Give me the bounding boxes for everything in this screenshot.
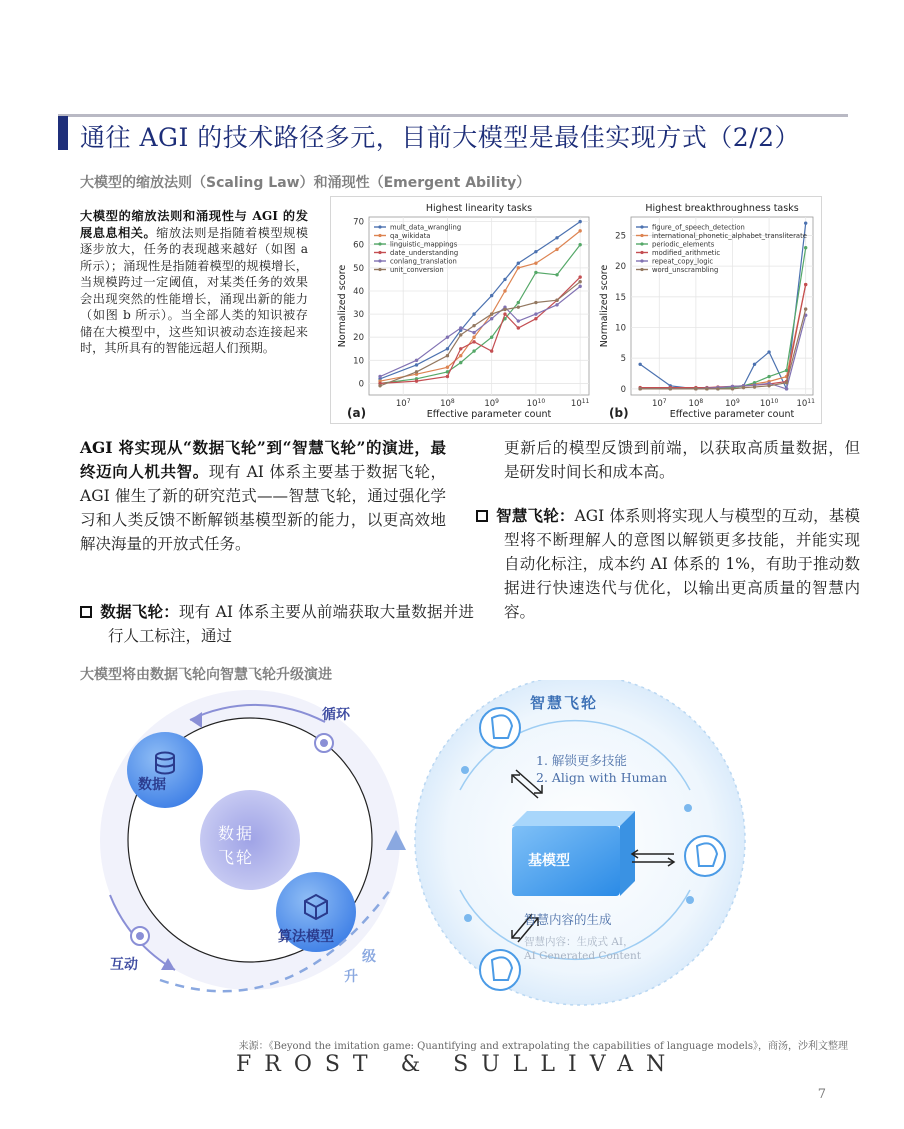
x-axis-label: Effective parameter count — [669, 409, 795, 420]
legend-marker — [378, 268, 381, 271]
source-note: 来源：《Beyond the imitation game: Quantifying and extrapolating the capabilities of language models》，商汤，沙利文整理 — [238, 1041, 848, 1052]
legend-entry: linguistic_mappings — [390, 240, 458, 249]
section-heading-flywheel: 大模型将由数据飞轮向智慧飞轮升级演进 — [80, 667, 332, 683]
data-point — [503, 312, 506, 315]
data-point — [472, 312, 475, 315]
data-point — [534, 250, 537, 253]
wisdom-gen-sub1: 智慧内容：生成式 AI， — [524, 936, 634, 948]
human-head-icon — [480, 708, 520, 748]
panel-label: (b) — [609, 406, 629, 420]
y-axis-label: Normalized score — [599, 264, 610, 348]
legend-marker — [378, 251, 381, 254]
y-tick-label: 70 — [353, 217, 364, 228]
data-point — [804, 283, 807, 286]
y-tick-label: 40 — [353, 286, 364, 297]
x-tick-label: $10^8$ — [688, 398, 704, 409]
human-head-icon — [480, 950, 520, 990]
data-node — [127, 732, 203, 808]
wisdom-gen-sub2: AI Generated Content — [524, 950, 641, 962]
data-point — [804, 221, 807, 224]
legend-entry: mult_data_wrangling — [390, 223, 462, 232]
data-point — [459, 361, 462, 364]
data-point — [534, 262, 537, 265]
data-point — [459, 326, 462, 329]
panel-label: (a) — [347, 406, 367, 420]
y-tick-label: 10 — [353, 356, 364, 367]
data-point — [555, 236, 558, 239]
legend-marker — [378, 234, 381, 237]
base-model-label: 基模型 — [528, 853, 570, 869]
checkbox-square-icon — [476, 510, 488, 522]
legend-entry: figure_of_speech_detection — [652, 223, 745, 232]
cycle-label: 循环 — [322, 707, 350, 723]
lead-paragraph — [80, 436, 446, 556]
center-line2: 飞轮 — [218, 848, 255, 867]
data-point — [534, 312, 537, 315]
data-point — [472, 336, 475, 339]
y-tick-label: 50 — [353, 263, 364, 274]
legend-marker — [378, 242, 381, 245]
data-point — [472, 340, 475, 343]
data-point — [517, 262, 520, 265]
x-tick-label: $10^{10}$ — [759, 398, 779, 409]
data-point — [517, 305, 520, 308]
y-tick-label: 0 — [620, 384, 626, 395]
data-point — [669, 387, 672, 390]
data-point — [517, 319, 520, 322]
y-tick-label: 5 — [620, 354, 626, 365]
human-head-icon — [685, 836, 725, 876]
legend-marker — [640, 234, 643, 237]
data-point — [446, 336, 449, 339]
data-point — [490, 336, 493, 339]
x-tick-label: $10^8$ — [440, 398, 455, 409]
data-point — [503, 278, 506, 281]
legend-entry: modified_arithmetic — [652, 249, 721, 257]
intro-text: 缩放法则是指随着模型规模逐步放大，任务的表现越来越好（如图 a 所示）；涌现性是指随着模型的规模增长，当规模跨过一定阈值，对某类任务的效果会出现突然的性能增长，涌现出新的能力（如图 b 所示）。当全部人类的知识被存储在大模型中，这些知识被动态连接起来时，其所具有的智能远超人们预期。 — [80, 225, 309, 355]
data-point — [785, 369, 788, 372]
data-point — [472, 324, 475, 327]
data-point — [638, 387, 641, 390]
legend-entry: word_unscrambling — [652, 266, 719, 274]
data-point — [459, 333, 462, 336]
data-point — [753, 363, 756, 366]
section-heading-scaling: 大模型的缩放法则（Scaling Law）和涌现性（Emergent Ability） — [80, 175, 531, 191]
page-number: 7 — [817, 1087, 826, 1102]
chart-title: Highest breakthroughness tasks — [645, 203, 799, 214]
data-point — [503, 289, 506, 292]
data-point — [378, 384, 381, 387]
align-human: 2. Align with Human — [536, 770, 667, 785]
data-point — [555, 273, 558, 276]
data-point — [415, 363, 418, 366]
x-tick-label: $10^{10}$ — [526, 398, 546, 409]
intro-bold: 大模型的缩放法则和涌现性与 AGI 的发展息息相关。 — [80, 209, 308, 240]
data-point — [785, 387, 788, 390]
data-point — [767, 384, 770, 387]
header-rule — [58, 114, 848, 117]
data-point — [578, 243, 581, 246]
x-tick-label: $10^7$ — [651, 398, 667, 409]
upgrade-label-2: 升 — [344, 969, 358, 985]
chart-title: Highest linearity tasks — [425, 203, 533, 214]
data-point — [378, 375, 381, 378]
data-point — [716, 387, 719, 390]
data-point — [459, 347, 462, 350]
y-tick-label: 20 — [353, 333, 364, 344]
x-tick-label: $10^{11}$ — [796, 398, 815, 409]
unlock-skills: 1. 解锁更多技能 — [536, 753, 627, 768]
data-point — [446, 375, 449, 378]
data-point — [517, 301, 520, 304]
legend-marker — [378, 225, 381, 228]
x-tick-label: $10^7$ — [395, 398, 411, 409]
legend-marker — [640, 259, 643, 262]
chart-figure — [330, 196, 822, 424]
data-point — [446, 354, 449, 357]
brand-logo: FROST & SULLIVAN — [236, 1052, 679, 1077]
data-point — [446, 347, 449, 350]
data-point — [753, 385, 756, 388]
bullet1-text: 现有 AI 体系主要从前端获取大量数据并进行人工标注，通过 — [108, 603, 474, 645]
x-axis-label: Effective parameter count — [426, 409, 552, 420]
legend-marker — [378, 259, 381, 262]
y-tick-label: 25 — [615, 231, 626, 242]
y-tick-label: 0 — [358, 379, 364, 390]
flywheel-diagram — [60, 680, 850, 1030]
data-point — [705, 387, 708, 390]
upgrade-label-1: 级 — [362, 949, 376, 965]
data-point — [742, 386, 745, 389]
data-point — [415, 379, 418, 382]
chart-svg — [331, 197, 821, 423]
legend-entry: qa_wikidata — [390, 232, 431, 240]
y-tick-label: 15 — [615, 292, 626, 303]
data-point — [767, 350, 770, 353]
bullet2-text: AGI 体系则将实现人与模型的互动，基模型将不断理解人的意图以解锁更多技能，并能实现自动化标注，成本约 AI 体系的 1%，有助于推动数据进行快速迭代与优化，以输出更高质量的智慧内容。 — [504, 507, 860, 621]
legend-marker — [640, 242, 643, 245]
data-point — [578, 229, 581, 232]
data-point — [555, 303, 558, 306]
data-point — [415, 370, 418, 373]
x-tick-label: $10^{11}$ — [570, 398, 590, 409]
legend-marker — [640, 268, 643, 271]
data-point — [534, 271, 537, 274]
legend-entry: periodic_elements — [652, 240, 715, 249]
data-point — [767, 375, 770, 378]
data-point — [503, 308, 506, 311]
data-label: 数据 — [138, 777, 166, 793]
data-point — [731, 387, 734, 390]
bullet1-label: 数据飞轮： — [100, 602, 179, 621]
data-point — [517, 326, 520, 329]
data-point — [472, 349, 475, 352]
data-point — [578, 280, 581, 283]
bullet-wisdom-flywheel — [476, 504, 860, 624]
data-point — [490, 317, 493, 320]
data-point — [804, 246, 807, 249]
legend-entry: unit_conversion — [390, 266, 444, 274]
data-point — [490, 294, 493, 297]
y-tick-label: 60 — [353, 240, 364, 251]
title-accent-bar — [58, 116, 68, 150]
data-point — [472, 331, 475, 334]
bullet1-continued: 更新后的模型反馈到前端，以获取高质量数据，但是研发时间长和成本高。 — [504, 439, 860, 481]
legend-entry: repeat_copy_logic — [652, 257, 714, 266]
checkbox-square-icon — [80, 606, 92, 618]
data-point — [638, 363, 641, 366]
data-point — [785, 381, 788, 384]
data-point — [555, 248, 558, 251]
data-point — [490, 312, 493, 315]
data-point — [517, 266, 520, 269]
algo-label: 算法模型 — [278, 929, 334, 945]
data-point — [578, 285, 581, 288]
legend-marker — [640, 251, 643, 254]
data-point — [804, 307, 807, 310]
data-point — [578, 220, 581, 223]
data-point — [446, 366, 449, 369]
data-point — [534, 317, 537, 320]
lead-text: 现有 AI 体系主要基于数据飞轮，AGI 催生了新的研究范式——智慧飞轮，通过强化学习和人类反馈不断解锁基模型新的能力，以更高效地解决海量的开放式任务。 — [80, 463, 446, 553]
y-axis-label: Normalized score — [337, 264, 348, 348]
x-tick-label: $10^9$ — [484, 398, 500, 409]
y-tick-label: 10 — [615, 323, 626, 334]
data-point — [415, 359, 418, 362]
page-title: 通往 AGI 的技术路径多元，目前大模型是最佳实现方式（2/2） — [80, 123, 801, 152]
data-point — [694, 387, 697, 390]
legend-marker — [640, 225, 643, 228]
data-point — [555, 299, 558, 302]
y-tick-label: 30 — [353, 310, 364, 321]
wisdom-gen-label: 智慧内容的生成 — [524, 912, 612, 927]
legend-entry: international_phonetic_alphabet_transliterate — [652, 232, 807, 240]
data-point — [578, 275, 581, 278]
data-point — [459, 354, 462, 357]
bullet-data-flywheel — [80, 600, 474, 648]
data-point — [534, 301, 537, 304]
center-line1: 数据 — [218, 824, 255, 843]
interact-label: 互动 — [110, 957, 138, 973]
legend-entry: conlang_translation — [390, 257, 457, 266]
legend-entry: date_understanding — [390, 249, 459, 257]
x-tick-label: $10^9$ — [725, 398, 740, 409]
lead-bold: AGI 将实现从“数据飞轮”到“智慧飞轮”的演进，最终迈向人机共智。 — [80, 438, 446, 481]
bullet2-label: 智慧飞轮： — [496, 506, 575, 525]
intro-paragraph — [80, 208, 308, 357]
wisdom-title: 智慧飞轮 — [530, 694, 599, 712]
data-point — [490, 349, 493, 352]
y-tick-label: 20 — [615, 262, 626, 273]
